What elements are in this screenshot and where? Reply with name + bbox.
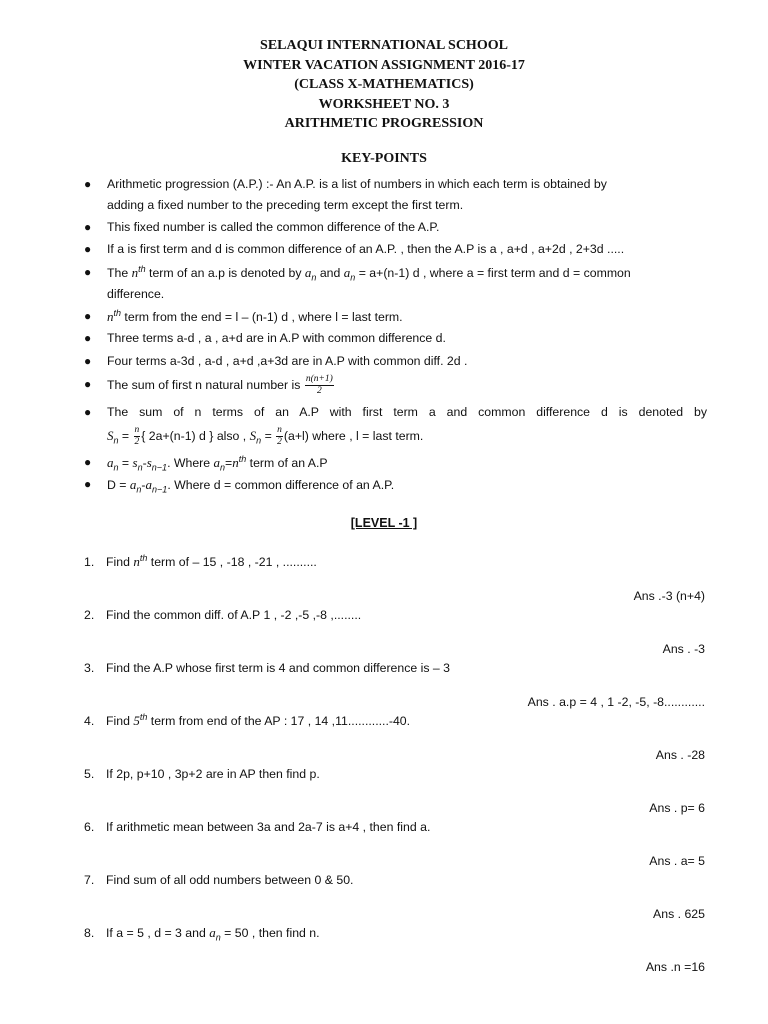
assignment-title: WINTER VACATION ASSIGNMENT 2016-17	[243, 57, 525, 73]
keypoint-1-line-1: Arithmetic progression (A.P.) :- An A.P. is a list of numbers in which each term is obtained by	[107, 177, 607, 191]
class-label: (CLASS X-MATHEMATICS)	[294, 77, 474, 92]
worksheet-number: WORKSHEET NO. 3	[318, 96, 450, 112]
keypoint-1	[84, 174, 707, 216]
keypoint-7	[84, 351, 707, 372]
question-8: 8. If a = 5 , d = 3 and $a_n = 50$ , then find n.	[84, 925, 320, 943]
question-6: 6. If arithmetic mean between 3a and 2a-7 is a+4 , then find a.	[84, 820, 431, 834]
keypoint-2	[84, 217, 707, 238]
keypoint-4	[84, 262, 707, 305]
bullet-icon: ●	[84, 377, 92, 391]
answer-1: Ans .-3 (n+4)	[633, 589, 705, 603]
answer-8: Ans .n =16	[645, 960, 705, 974]
keypoint-7-text: Four terms a-3d , a-d , a+d ,a+3d are in A.P with common diff. 2d .	[107, 354, 468, 368]
keypoint-1-line-2: adding a fixed number to the preceding term except the first term.	[107, 198, 464, 212]
keypoint-6-text: Three terms a-d , a , a+d are in A.P with common difference d.	[107, 331, 446, 345]
level-heading: [LEVEL -1 ]	[350, 516, 418, 530]
keypoint-8: ● The sum of first n natural number is $\frac{n(n+1)}{2}$	[84, 374, 333, 396]
bullet-icon: ●	[84, 265, 92, 279]
keypoint-9	[84, 402, 707, 448]
document-header	[0, 36, 768, 134]
keypoint-10: ● $a_n = s_n-s_{n-1}$. Where $a_n=n^{th}$ term of an A.P	[84, 453, 328, 473]
keypoints-title: KEY-POINTS	[341, 151, 427, 166]
answer-5: Ans . p= 6	[649, 801, 705, 815]
school-name: SELAQUI INTERNATIONAL SCHOOL	[260, 38, 508, 53]
question-1: 1. Find $n^{th}$ term of – 15 , -18 , -21 , ..........	[84, 552, 317, 569]
keypoint-5: ● $n^{th}$ term from the end = l – (n-1) d , where l = last term.	[107, 306, 707, 328]
keypoint-9-line-1: The sum of n terms of an A.P with first term a and common difference d is denoted by	[107, 405, 707, 419]
bullet-icon: ●	[84, 309, 92, 323]
keypoint-2-text: This fixed number is called the common difference of the A.P.	[107, 220, 440, 234]
fraction: $\frac{n(n+1)}{2}$	[305, 374, 333, 396]
keypoint-4-line-1: The $n^{th}$ term of an a.p is denoted by $a_n$ and $a_n = a+(n-1)$ d , where a = first term and d = common	[107, 263, 631, 283]
keypoint-3	[84, 239, 707, 260]
keypoint-6	[84, 328, 707, 349]
keypoint-11: ● $D = a_n-a_{n-1}$. Where d = common difference of an A.P.	[107, 474, 707, 496]
answer-6: Ans . a= 5	[649, 854, 705, 868]
question-3: 3. Find the A.P whose first term is 4 and common difference is – 3	[84, 661, 451, 675]
bullet-icon: ●	[84, 220, 92, 234]
bullet-icon: ●	[84, 455, 92, 469]
topic-title: ARITHMETIC PROGRESSION	[284, 116, 484, 131]
keypoint-9-line-2: $S_n$ = $\frac{n}{2}$ { 2a+(n-1) d } also , $S_n$ = $\frac{n}{2}$ (a+l) where , l = last term.	[107, 425, 424, 448]
bullet-icon: ●	[84, 477, 92, 491]
answer-2: Ans . -3	[662, 642, 705, 656]
bullet-icon: ●	[84, 331, 92, 345]
bullet-icon: ●	[84, 405, 92, 419]
keypoint-4-line-2: difference.	[107, 287, 165, 301]
bullet-icon: ●	[84, 177, 92, 191]
bullet-icon: ●	[84, 242, 92, 256]
question-2: 2. Find the common diff. of A.P 1 , -2 ,-5 ,-8 ,........	[84, 608, 362, 622]
bullet-icon: ●	[84, 354, 92, 368]
question-4: 4. Find 5th term from end of the AP : 17 , 14 ,11............-40.	[84, 711, 411, 728]
answer-7: Ans . 625	[653, 907, 705, 921]
keypoint-3-text: If a is first term and d is common difference of an A.P. , then the A.P is a , a+d , a+2d , 2+3d .....	[107, 242, 625, 256]
question-7: 7. Find sum of all odd numbers between 0 & 50.	[84, 873, 354, 887]
answer-4: Ans . -28	[655, 748, 705, 762]
answer-3: Ans . a.p = 4 , 1 -2, -5, -8............	[527, 695, 705, 709]
question-5: 5. If 2p, p+10 , 3p+2 are in AP then find p.	[84, 767, 320, 781]
